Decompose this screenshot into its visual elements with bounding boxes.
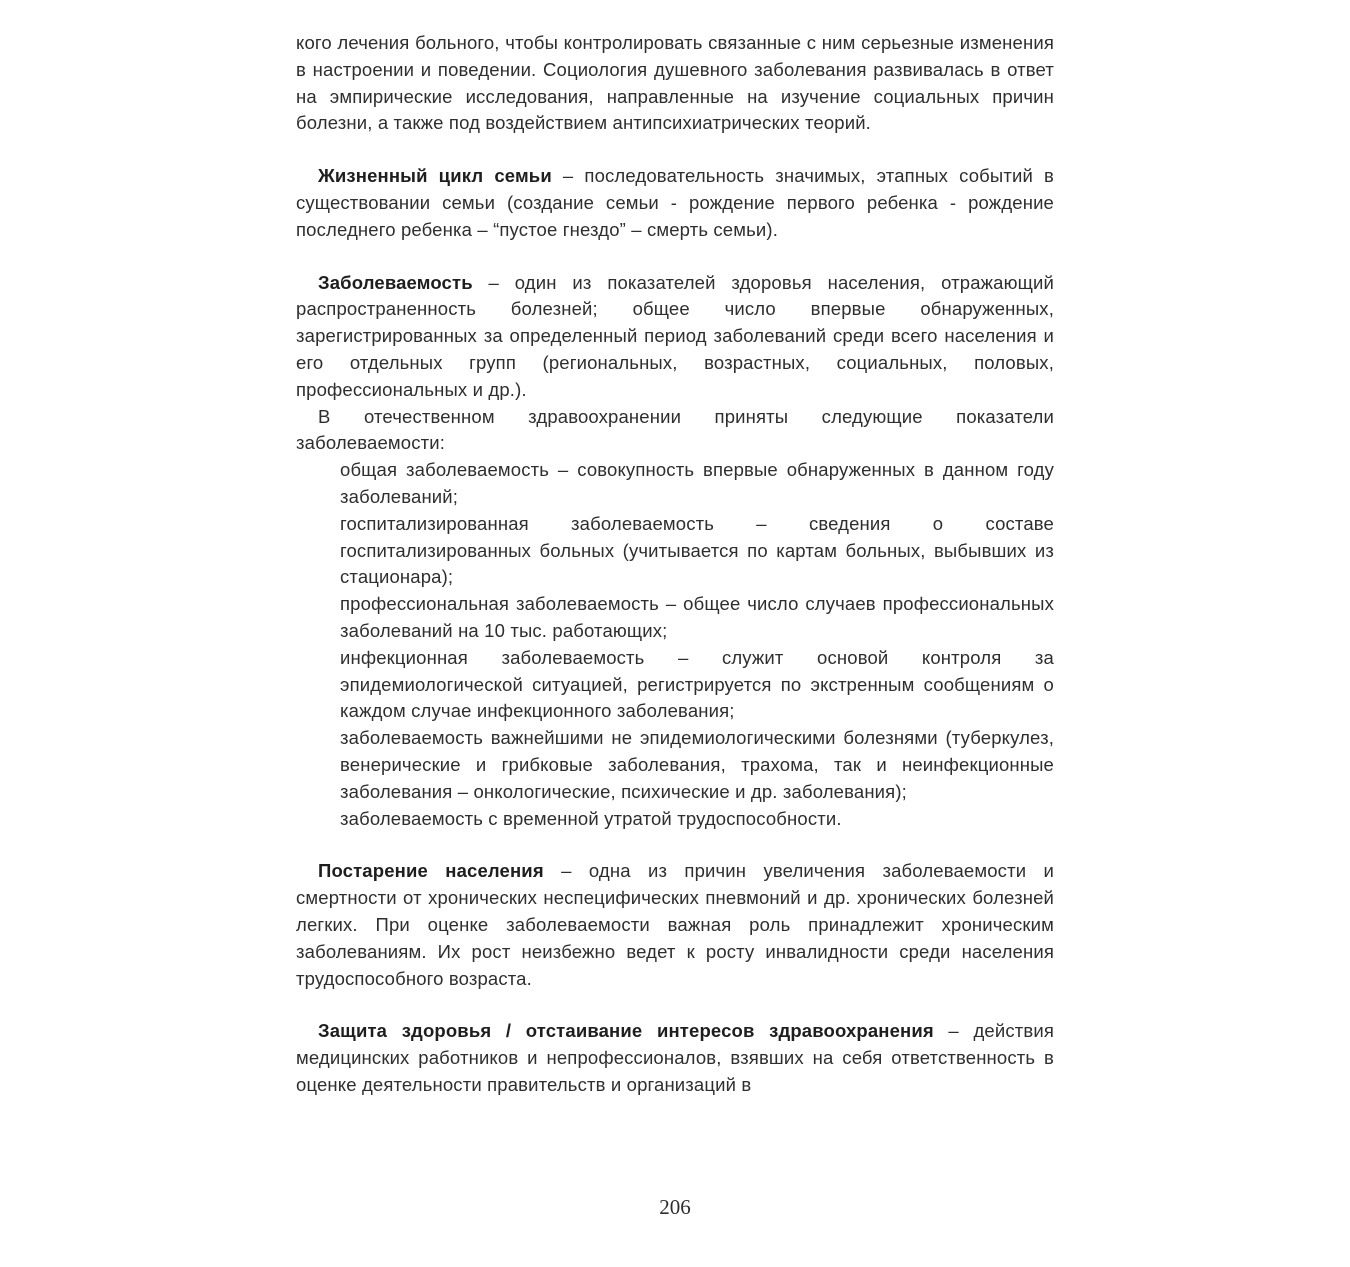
paragraph-population-aging: [296, 858, 1054, 992]
paragraph-family-life-cycle: [296, 163, 1054, 243]
list-item: заболеваемость с временной утратой трудоспособности.: [340, 807, 842, 829]
paragraph-morbidity: [296, 270, 1054, 404]
term-population-aging: Постарение населения: [318, 860, 544, 882]
list-item: профессиональная заболеваемость – общее число случаев профессиональных заболеваний на 10 тыс. работающих;: [340, 593, 1054, 641]
definition-population-aging: – одна из причин увеличения заболеваемости и смертности от хронических неспецифических пневмоний и др. хронических болезней легких. При оценке заболеваемости важная роль принадлежит хроническим заболеваниям. Их рост неизбежно ведет к росту инвалидности среди населения трудоспособного возраста.: [296, 860, 1054, 989]
page-text: [296, 30, 1054, 1099]
definition-family-life-cycle: – последовательность значимых, этапных событий в существовании семьи (создание семьи - рождение первого ребенка - рождение последнего ребенка – “пустое гнездо” – смерть семьи).: [296, 165, 1054, 240]
page-number: 206: [659, 1195, 691, 1219]
term-family-life-cycle: Жизненный цикл семьи: [318, 165, 552, 187]
definition-morbidity: – один из показателей здоровья населения, отражающий распространенность болезней; общее число впервые обнаруженных, зарегистрированных за определенный период заболеваний среди всего населения и его отдельных групп (региональных, возрастных, социальных, половых, профессиональных и др.).: [296, 271, 1054, 400]
list-item: заболеваемость важнейшими не эпидемиологическими болезнями (туберкулез, венерические и грибковые заболевания, трахома, так и неинфекционные заболевания – онкологические, психические и др. заболевания);: [340, 727, 1054, 802]
morbidity-indicators-list: [296, 457, 1054, 832]
list-item: госпитализированная заболеваемость – сведения о составе госпитализированных больных (учитывается по картам больных, выбывших из стационара);: [340, 512, 1054, 588]
list-item: инфекционная заболеваемость – служит основой контроля за эпидемиологической ситуацией, регистрируется по экстренным сообщениям о каждом случае инфекционного заболевания;: [340, 646, 1054, 722]
paragraph-health-advocacy: [296, 1018, 1054, 1098]
list-item: общая заболеваемость – совокупность впервые обнаруженных в данном году заболеваний;: [340, 459, 1054, 507]
paragraph-intro: кого лечения больного, чтобы контролировать связанные с ним серьезные изменения в настроении и поведении. Социология душевного заболевания развивалась в ответ на эмпирические исследования, направленные на изучение социальных причин болезни, а также под воздействием антипсихиатрических теорий.: [296, 32, 1054, 134]
term-morbidity: Заболеваемость: [318, 271, 473, 293]
definition-health-advocacy: – действия медицинских работников и непрофессионалов, взявших на себя ответственность в оценке деятельности правительств и организаций в: [296, 1020, 1054, 1095]
paragraph-morbidity-intro: В отечественном здравоохранении приняты следующие показатели заболеваемости:: [296, 405, 1054, 454]
term-health-advocacy: Защита здоровья / отстаивание интересов здравоохранения: [318, 1020, 934, 1042]
